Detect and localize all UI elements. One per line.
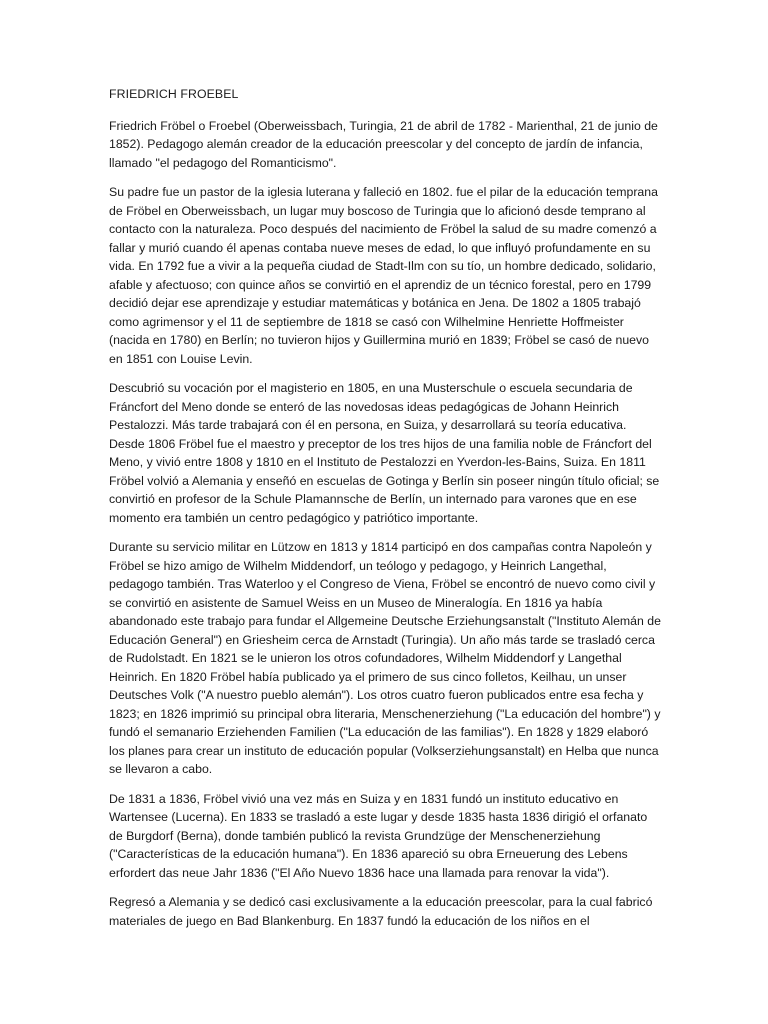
- paragraph-military-service: Durante su servicio militar en Lützow en 1813 y 1814 participó en dos campañas contra Napoleón y Fröbel se hizo amigo de Wilhelm Middendorf, un teólogo y pedagogo, y Heinrich Langethal, pedagogo también. Tras Waterloo y el Congreso de Viena, Fröbel se encontró de nuevo como civil y se convirtió en asistente de Samuel Weiss en un Museo de Mineralogía. En 1816 ya había abandonado este trabajo para fundar el Allgemeine Deutsche Erziehungsanstalt ("Instituto Alemán de Educación General") en Griesheim cerca de Arnstadt (Turingia). Un año más tarde se trasladó cerca de Rudolstadt. En 1821 se le unieron los otros cofundadores, Wilhelm Middendorf y Langethal Heinrich. En 1820 Fröbel había publicado ya el primero de sus cinco folletos, Keilhau, un unser Deutsches Volk ("A nuestro pueblo alemán"). Los otros cuatro fueron publicados entre esa fecha y 1823; en 1826 imprimió su principal obra literaria, Menschenerziehung ("La educación del hombre") y fundó el semanario Erziehenden Familien ("La educación de las familias"). En 1828 y 1829 elaboró los planes para crear un instituto de educación popular (Volkserziehungsanstalt) en Helba que nunca se llevaron a cabo.: [109, 540, 661, 776]
- document-body: [109, 85, 661, 930]
- paragraph-return-germany: Regresó a Alemania y se dedicó casi exclusivamente a la educación preescolar, para la cual fabricó materiales de juego en Bad Blankenburg. En 1837 fundó la educación de los niños en el: [109, 895, 653, 928]
- paragraph-intro: Friedrich Fröbel o Froebel (Oberweissbach, Turingia, 21 de abril de 1782 - Marienthal, 21 de junio de 1852). Pedagogo alemán creador de la educación preescolar y del concepto de jardín de infancia, llamado "el pedagogo del Romanticismo".: [109, 118, 658, 170]
- document-title: FRIEDRICH FROEBEL: [109, 87, 239, 101]
- paragraph-vocation: Descubrió su vocación por el magisterio en 1805, en una Musterschule o escuela secundaria de Fráncfort del Meno donde se enteró de las novedosas ideas pedagógicas de Johann Heinrich Pestalozzi. Más tarde trabajará con él en persona, en Suiza, y desarrollará su teoría educativa. Desde 1806 Fröbel fue el maestro y preceptor de los tres hijos de una familia noble de Fráncfort del Meno, y vivió entre 1808 y 1810 en el Instituto de Pestalozzi en Yverdon-les-Bains, Suiza. En 1811 Fröbel volvió a Alemania y enseñó en escuelas de Gotinga y Berlín sin poseer ningún título oficial; se convirtió en profesor de la Schule Plamannsche de Berlín, un internado para varones que en ese momento era también un centro pedagógico y patriótico importante.: [109, 381, 660, 525]
- paragraph-early-life: Su padre fue un pastor de la iglesia luterana y falleció en 1802. fue el pilar de la educación temprana de Fröbel en Oberweissbach, un lugar muy boscoso de Turingia que lo aficionó desde temprano al contacto con la naturaleza. Poco después del nacimiento de Fröbel la salud de su madre comenzó a fallar y murió cuando él apenas contaba nueve meses de edad, lo que influyó profundamente en su vida. En 1792 fue a vivir a la pequeña ciudad de Stadt-Ilm con su tío, un hombre dedicado, solidario, afable y afectuoso; con quince años se convirtió en el aprendiz de un técnico forestal, pero en 1799 decidió dejar ese aprendizaje y estudiar matemáticas y botánica en Jena. De 1802 a 1805 trabajó como agrimensor y el 11 de septiembre de 1818 se casó con Wilhelmine Henriette Hoffmeister (nacida en 1780) en Berlín; no tuvieron hijos y Guillermina murió en 1839; Fröbel se casó de nuevo en 1851 con Louise Levin.: [109, 185, 658, 366]
- paragraph-switzerland: De 1831 a 1836, Fröbel vivió una vez más en Suiza y en 1831 fundó un instituto educativo en Wartensee (Lucerna). En 1833 se trasladó a este lugar y desde 1835 hasta 1836 dirigió el orfanato de Burgdorf (Berna), donde también publicó la revista Grundzüge der Menschenerziehung ("Características de la educación humana"). En 1836 apareció su obra Erneuerung des Lebens erfordert das neue Jahr 1836 ("El Año Nuevo 1836 hace una llamada para renovar la vida").: [109, 791, 648, 880]
